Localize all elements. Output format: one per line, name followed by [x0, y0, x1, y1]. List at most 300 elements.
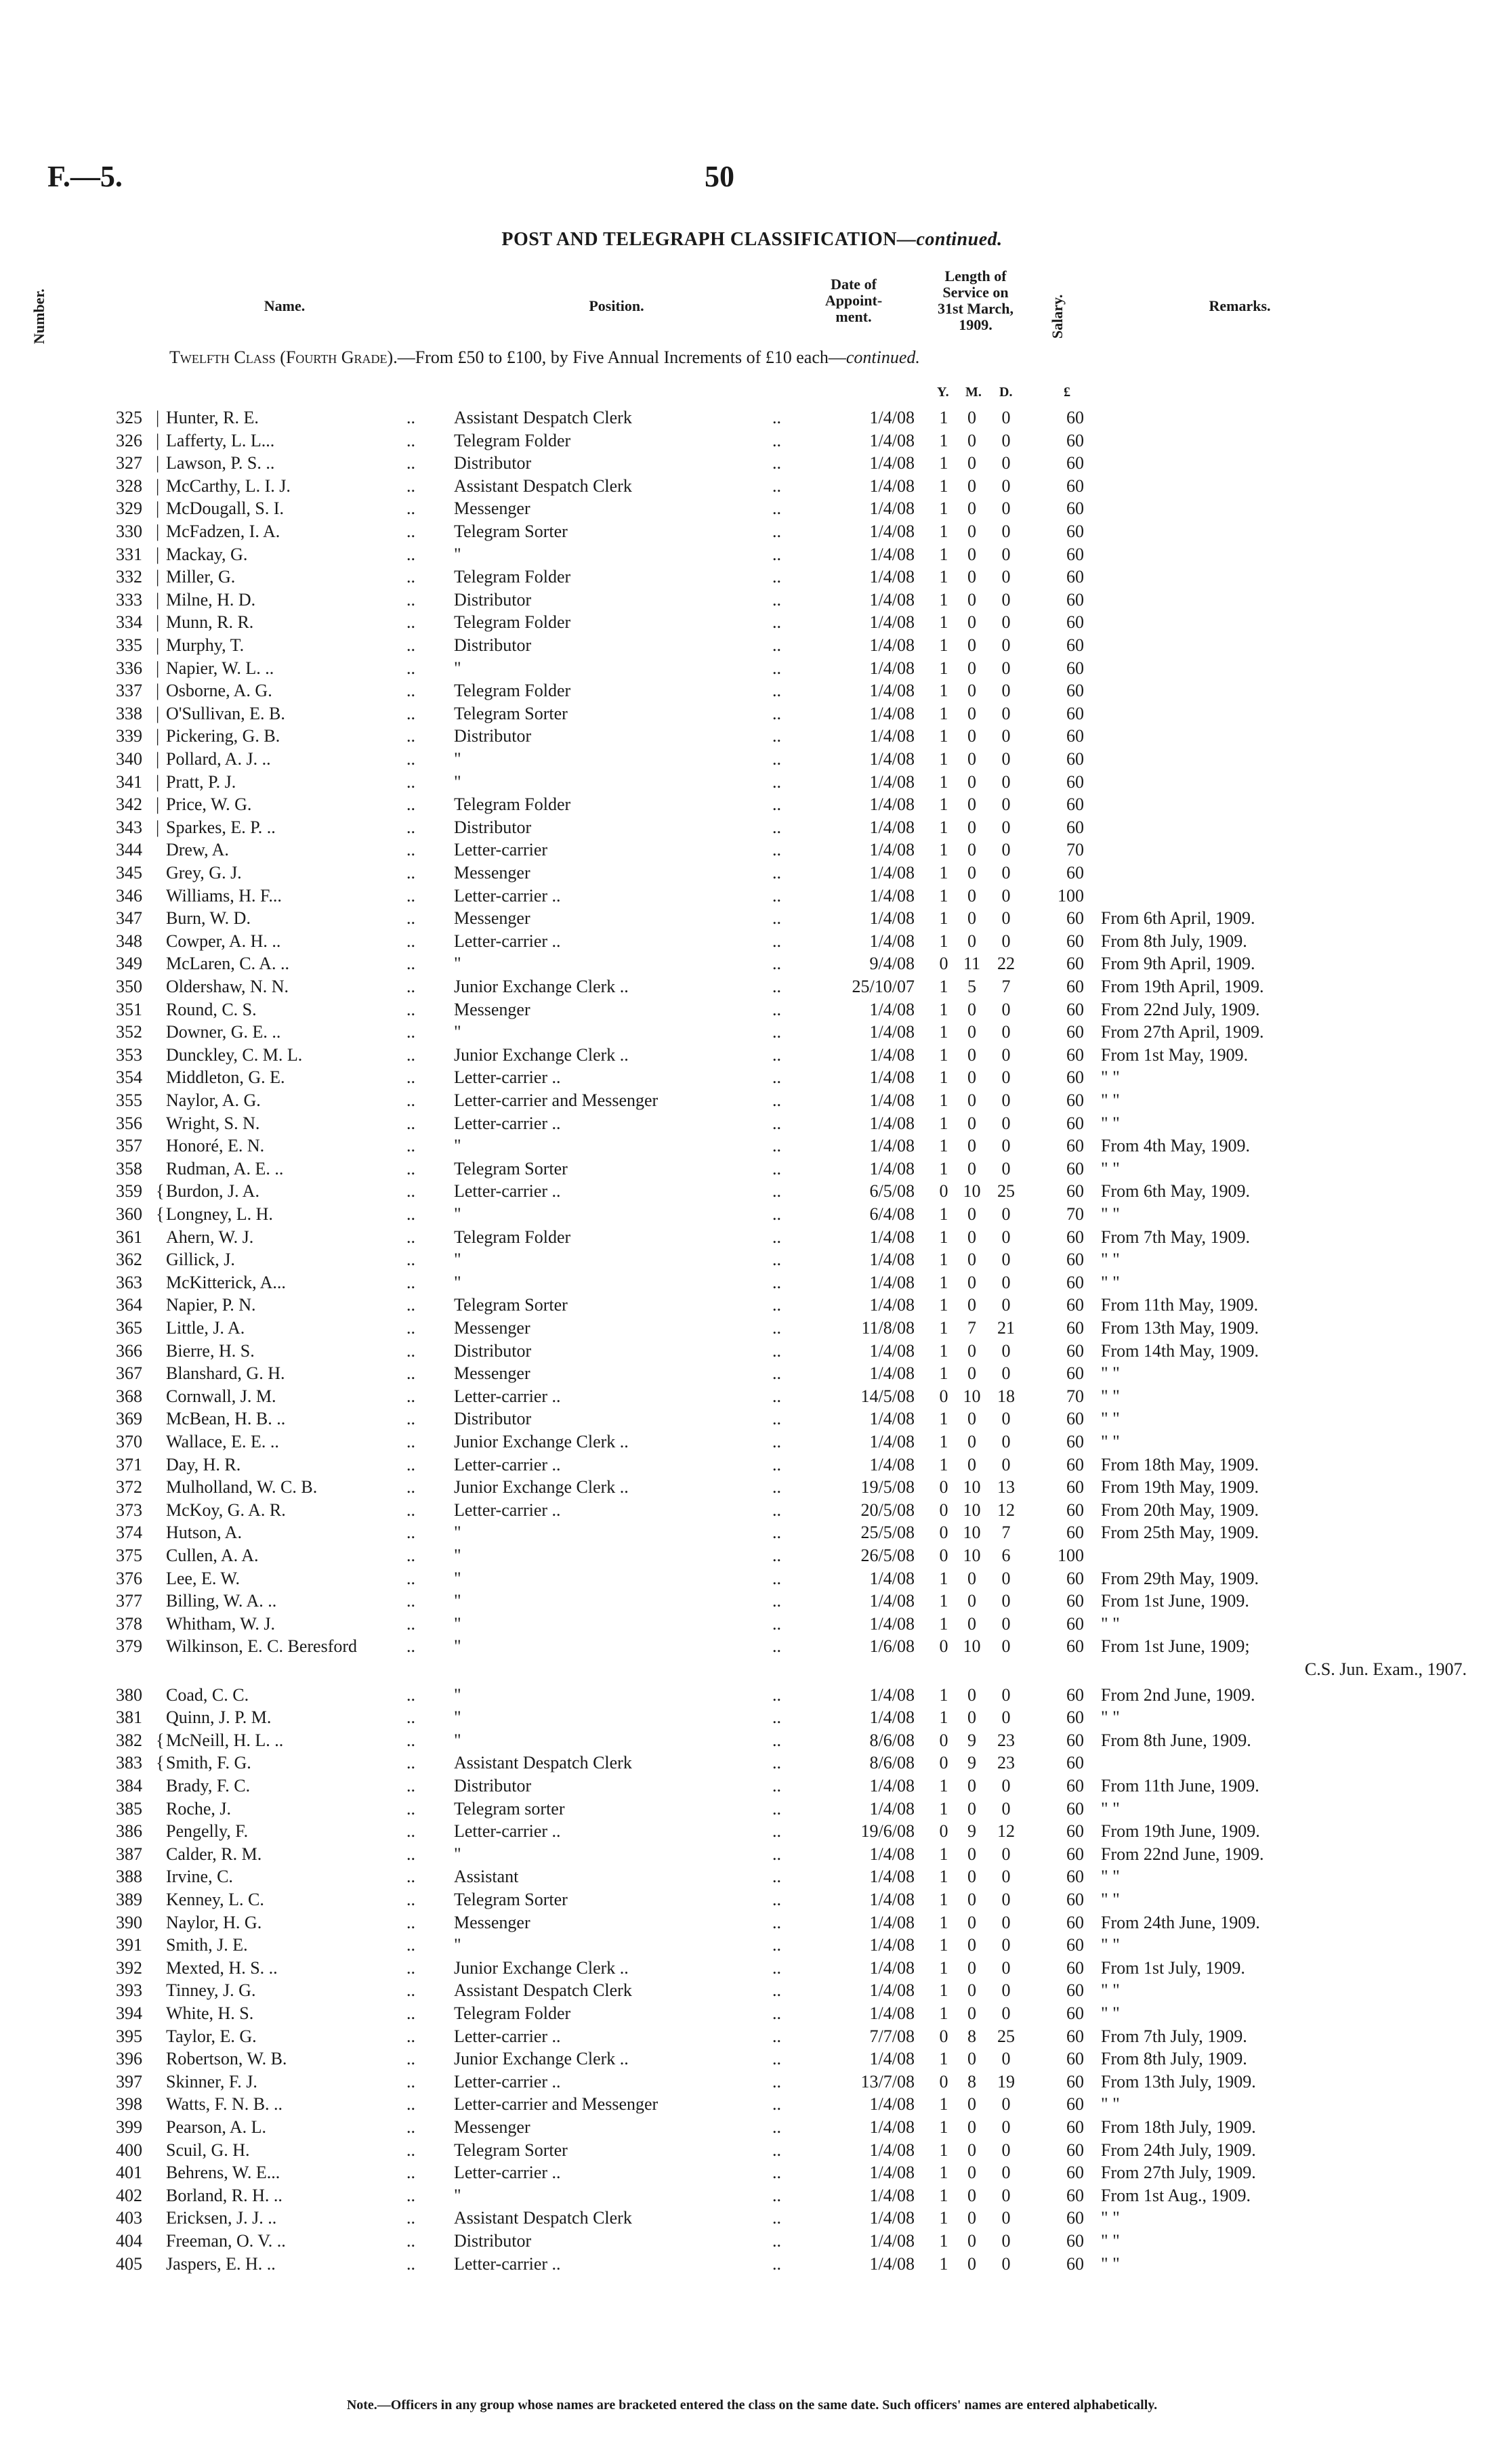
- leader-dots: ..: [406, 475, 415, 496]
- leader-dots: ..: [406, 931, 415, 951]
- table-row: [0, 1112, 1504, 1135]
- col-header-position: Position.: [589, 297, 644, 314]
- service-days: 0: [1001, 840, 1011, 860]
- remarks-cell: " ": [1101, 2094, 1120, 2115]
- officer-name: McKitterick, A...: [166, 1272, 286, 1292]
- service-months: 0: [967, 1867, 976, 1887]
- class-heading: [169, 347, 920, 368]
- service-years: 1: [939, 544, 948, 564]
- service-months: 0: [967, 475, 976, 496]
- service-months: 10: [963, 1181, 981, 1202]
- service-years: 1: [939, 1776, 948, 1796]
- service-days: 18: [997, 1386, 1015, 1406]
- officer-name: Pengelly, F.: [166, 1821, 249, 1842]
- service-days: 0: [1001, 2253, 1011, 2274]
- table-row: [0, 1590, 1504, 1613]
- remarks-cell: From 11th June, 1909.: [1101, 1776, 1259, 1796]
- position-cell: Letter-carrier ..: [454, 1113, 561, 1133]
- salary-cell: 60: [1066, 1912, 1084, 1932]
- service-months: 0: [967, 1340, 976, 1361]
- service-years: 1: [939, 658, 948, 678]
- leader-dots: ..: [772, 2140, 781, 2160]
- service-days: 0: [1001, 1250, 1011, 1270]
- row-number: 395: [116, 2026, 142, 2046]
- salary-cell: 60: [1066, 681, 1084, 701]
- service-years: 1: [939, 1935, 948, 1955]
- leader-dots: ..: [772, 1980, 781, 2001]
- service-years: 1: [939, 1684, 948, 1705]
- appointment-date: 1/4/08: [869, 2117, 915, 2137]
- leader-dots: ..: [772, 1340, 781, 1361]
- leader-dots: ..: [406, 703, 415, 723]
- position-cell: Distributor: [454, 453, 532, 473]
- leader-dots: ..: [772, 1867, 781, 1887]
- service-years: 1: [939, 408, 948, 427]
- officer-name: Borland, R. H. ..: [166, 2185, 283, 2205]
- row-number: 369: [116, 1409, 142, 1429]
- service-months: 0: [967, 1022, 976, 1042]
- service-years: 1: [939, 1454, 948, 1474]
- officer-name: Hutson, A.: [166, 1523, 242, 1543]
- position-cell: Letter-carrier ..: [454, 885, 561, 906]
- leader-dots: ..: [406, 612, 415, 633]
- position-cell: Letter-carrier ..: [454, 2163, 561, 2183]
- service-years: 1: [939, 726, 948, 746]
- appointment-date: 9/4/08: [869, 954, 915, 974]
- service-years: 1: [939, 2003, 948, 2023]
- leader-dots: ..: [772, 931, 781, 951]
- appointment-date: 1/4/08: [869, 1272, 915, 1292]
- leader-dots: ..: [406, 1250, 415, 1270]
- service-days: 0: [1001, 1113, 1011, 1133]
- appointment-date: 1/6/08: [869, 1636, 915, 1657]
- leader-dots: ..: [772, 2253, 781, 2274]
- row-number: 359: [116, 1181, 142, 1202]
- service-months: 0: [967, 1227, 976, 1247]
- position-cell: Messenger: [454, 863, 530, 883]
- service-days: 0: [1001, 1136, 1011, 1156]
- appointment-date: 1/4/08: [869, 1044, 915, 1065]
- service-years: 0: [939, 1181, 948, 1202]
- salary-cell: 60: [1066, 1318, 1084, 1338]
- row-number: 351: [116, 999, 142, 1019]
- appointment-date: 1/4/08: [869, 794, 915, 815]
- row-number: 334: [116, 612, 142, 633]
- officer-name: Little, J. A.: [166, 1318, 245, 1338]
- bracket-mark: {: [156, 1753, 165, 1773]
- leader-dots: ..: [772, 1113, 781, 1133]
- service-months: 10: [963, 1546, 981, 1565]
- service-header-line: Length of: [944, 268, 1007, 284]
- service-days: 0: [1001, 1613, 1011, 1634]
- service-months: 0: [967, 1363, 976, 1384]
- service-years: 1: [939, 2163, 948, 2183]
- remarks-cell: From 13th May, 1909.: [1101, 1318, 1259, 1338]
- remarks-cell: From 8th July, 1909.: [1101, 2049, 1247, 2069]
- row-number: 360: [116, 1204, 142, 1224]
- remarks-cell: From 2nd June, 1909.: [1101, 1684, 1255, 1705]
- table-row: [0, 634, 1504, 657]
- remarks-cell: " ": [1101, 1204, 1120, 1224]
- position-cell: Distributor: [454, 1776, 532, 1796]
- leader-dots: ..: [406, 2140, 415, 2160]
- officer-name: Drew, A.: [166, 840, 229, 860]
- appointment-date: 1/4/08: [869, 1935, 915, 1955]
- footnote: Note.—Officers in any group whose names are bracketed entered the class on the same date. Such officers' names are entered alphabetically.: [346, 2398, 1158, 2413]
- service-months: 0: [967, 1591, 976, 1611]
- position-cell: Junior Exchange Clerk ..: [454, 1477, 629, 1497]
- table-row: [0, 998, 1504, 1021]
- leader-dots: ..: [406, 2117, 415, 2137]
- salary-cell: 60: [1066, 2253, 1084, 2274]
- position-cell: Letter-carrier ..: [454, 931, 561, 951]
- salary-cell: 60: [1066, 817, 1084, 837]
- table-row: [0, 2253, 1504, 2276]
- leader-dots: ..: [406, 1912, 415, 1932]
- appointment-date: 1/4/08: [869, 817, 915, 837]
- service-years: 0: [939, 1636, 948, 1657]
- remarks-cell: From 6th April, 1909.: [1101, 908, 1255, 929]
- row-number: 388: [116, 1867, 142, 1887]
- leader-dots: ..: [772, 908, 781, 929]
- service-header-line: Service on: [942, 284, 1009, 301]
- remarks-cell: " ": [1101, 1867, 1120, 1887]
- row-number: 332: [116, 567, 142, 587]
- salary-cell: 60: [1066, 1158, 1084, 1178]
- service-years: 1: [939, 908, 948, 929]
- leader-dots: ..: [772, 2163, 781, 2183]
- leader-dots: ..: [772, 1090, 781, 1110]
- position-cell: ": [454, 2185, 461, 2205]
- position-cell: Telegram Folder: [454, 794, 571, 815]
- leader-dots: ..: [772, 749, 781, 769]
- service-years: 1: [939, 840, 948, 860]
- appointment-date: 1/4/08: [869, 1158, 915, 1178]
- officer-name: Watts, F. N. B. ..: [166, 2094, 283, 2115]
- leader-dots: ..: [406, 2071, 415, 2091]
- row-number: 384: [116, 1776, 142, 1796]
- table-row: [0, 1476, 1504, 1499]
- service-years: 1: [939, 1136, 948, 1156]
- table-row: [0, 1453, 1504, 1477]
- salary-cell: 60: [1066, 1113, 1084, 1133]
- bracket-mark: {: [156, 1204, 165, 1224]
- salary-cell: 60: [1066, 1272, 1084, 1292]
- bracket-mark: |: [156, 612, 160, 633]
- service-days: 0: [1001, 1158, 1011, 1178]
- appointment-date: 1/4/08: [869, 1295, 915, 1315]
- service-days: 6: [1001, 1546, 1011, 1565]
- remarks-cell: " ": [1101, 1386, 1120, 1406]
- salary-cell: 60: [1066, 635, 1084, 655]
- service-days: 25: [997, 1181, 1015, 1202]
- appointment-date: 1/4/08: [869, 1432, 915, 1451]
- leader-dots: ..: [772, 1821, 781, 1842]
- service-years: 1: [939, 1591, 948, 1611]
- bracket-mark: |: [156, 453, 160, 473]
- leader-dots: ..: [406, 840, 415, 860]
- service-months: 0: [967, 522, 976, 541]
- appointment-date: 1/4/08: [869, 2163, 915, 2183]
- salary-cell: 60: [1066, 2003, 1084, 2023]
- service-months: 0: [967, 749, 976, 769]
- remarks-cell: From 18th May, 1909.: [1101, 1454, 1259, 1474]
- officer-name: Middleton, G. E.: [166, 1067, 285, 1088]
- table-row: [0, 885, 1504, 908]
- table-row: [0, 1729, 1504, 1752]
- service-days: 0: [1001, 2231, 1011, 2251]
- appointment-date: 19/5/08: [860, 1477, 915, 1497]
- salary-cell: 60: [1066, 1067, 1084, 1088]
- salary-cell: 60: [1066, 1867, 1084, 1887]
- service-years: 0: [939, 2071, 948, 2091]
- service-years: 1: [939, 1204, 948, 1224]
- service-days: 0: [1001, 2049, 1011, 2069]
- appointment-date: 1/4/08: [869, 2253, 915, 2274]
- remarks-cell: From 4th May, 1909.: [1101, 1136, 1251, 1156]
- service-header-line: 1909.: [959, 316, 993, 333]
- leader-dots: ..: [406, 1684, 415, 1705]
- position-cell: Telegram Sorter: [454, 1890, 568, 1909]
- table-row: [0, 1134, 1504, 1157]
- position-cell: ": [454, 1022, 461, 1042]
- appointment-date: 1/4/08: [869, 2003, 915, 2023]
- service-months: 8: [967, 2071, 976, 2091]
- row-number: 394: [116, 2003, 142, 2023]
- appointment-date: 1/4/08: [869, 1454, 915, 1474]
- bracket-mark: |: [156, 522, 160, 541]
- service-months: 11: [963, 954, 981, 974]
- table-row: [0, 1362, 1504, 1385]
- position-cell: Telegram Sorter: [454, 1158, 568, 1178]
- service-days: 7: [1001, 977, 1011, 996]
- appointment-date: 1/4/08: [869, 840, 915, 860]
- service-days: 0: [1001, 2117, 1011, 2137]
- service-days: 23: [997, 1753, 1015, 1773]
- leader-dots: ..: [772, 1067, 781, 1088]
- appointment-date: 1/4/08: [869, 2094, 915, 2115]
- row-number: 366: [116, 1340, 142, 1361]
- row-number: 362: [116, 1250, 142, 1270]
- officer-name: Cowper, A. H. ..: [166, 931, 281, 951]
- officer-name: Wilkinson, E. C. Beresford: [166, 1636, 358, 1657]
- row-number: 348: [116, 931, 142, 951]
- date-header-line: Date of: [831, 276, 877, 293]
- leader-dots: ..: [406, 2049, 415, 2069]
- leader-dots: ..: [772, 1776, 781, 1796]
- service-days: 0: [1001, 817, 1011, 837]
- service-months: 0: [967, 430, 976, 450]
- position-cell: Assistant Despatch Clerk: [454, 475, 632, 496]
- service-months: 0: [967, 544, 976, 564]
- table-row: [0, 1775, 1504, 1798]
- leader-dots: ..: [772, 1204, 781, 1224]
- row-number: 403: [116, 2208, 142, 2228]
- appointment-date: 1/4/08: [869, 1568, 915, 1588]
- col-header-service: [921, 268, 1030, 333]
- service-months: 0: [967, 1272, 976, 1292]
- leader-dots: ..: [772, 1684, 781, 1705]
- table-row: [0, 702, 1504, 725]
- row-number: 341: [116, 771, 142, 792]
- table-row: [0, 2139, 1504, 2162]
- officer-name: McNeill, H. L. ..: [166, 1730, 284, 1750]
- officer-name: Ahern, W. J.: [166, 1227, 254, 1247]
- row-number: 336: [116, 658, 142, 678]
- table-row: [0, 1340, 1504, 1363]
- service-months: 0: [967, 1890, 976, 1909]
- leader-dots: ..: [772, 1500, 781, 1520]
- leader-dots: ..: [406, 1272, 415, 1292]
- officer-name: Brady, F. C.: [166, 1776, 251, 1796]
- service-years: 1: [939, 1912, 948, 1932]
- appointment-date: 1/4/08: [869, 931, 915, 951]
- officer-name: Smith, F. G.: [166, 1753, 251, 1773]
- service-days: 0: [1001, 408, 1011, 427]
- remarks-cell: " ": [1101, 1798, 1120, 1819]
- leader-dots: ..: [406, 1500, 415, 1520]
- position-cell: Distributor: [454, 726, 532, 746]
- service-months: 0: [967, 1957, 976, 1978]
- service-months: 0: [967, 1136, 976, 1156]
- leader-dots: ..: [406, 1432, 415, 1451]
- service-days: 0: [1001, 1798, 1011, 1819]
- officer-name: Naylor, H. G.: [166, 1912, 262, 1932]
- leader-dots: ..: [772, 1844, 781, 1864]
- col-header-name: Name.: [264, 297, 306, 314]
- service-days: 0: [1001, 1295, 1011, 1315]
- service-days: 0: [1001, 1022, 1011, 1042]
- leader-dots: ..: [772, 2208, 781, 2228]
- salary-cell: 60: [1066, 1957, 1084, 1978]
- appointment-date: 1/4/08: [869, 1912, 915, 1932]
- leader-dots: ..: [406, 863, 415, 883]
- leader-dots: ..: [406, 1158, 415, 1178]
- remarks-cell: " ": [1101, 1090, 1120, 1110]
- position-cell: Messenger: [454, 1363, 530, 1384]
- service-months: 0: [967, 2140, 976, 2160]
- table-row: [0, 429, 1504, 452]
- officer-name: Jaspers, E. H. ..: [166, 2253, 276, 2274]
- service-months: 0: [967, 2117, 976, 2137]
- remarks-cell: " ": [1101, 1409, 1120, 1429]
- title-text: POST AND TELEGRAPH CLASSIFICATION: [501, 229, 897, 250]
- bracket-mark: |: [156, 681, 160, 701]
- service-years: 0: [939, 1730, 948, 1750]
- table-row: [0, 2184, 1504, 2207]
- position-cell: Letter-carrier ..: [454, 1454, 561, 1474]
- service-days: 0: [1001, 498, 1011, 519]
- leader-dots: ..: [406, 522, 415, 541]
- officer-name: Rudman, A. E. ..: [166, 1158, 284, 1178]
- table-row: [0, 2070, 1504, 2094]
- service-days: 0: [1001, 1227, 1011, 1247]
- row-number: 389: [116, 1890, 142, 1909]
- leader-dots: ..: [406, 1591, 415, 1611]
- service-months: 0: [967, 1844, 976, 1864]
- leader-dots: ..: [406, 2185, 415, 2205]
- service-days: 0: [1001, 1363, 1011, 1384]
- appointment-date: 1/4/08: [869, 589, 915, 610]
- remarks-cell: From 19th May, 1909.: [1101, 1477, 1259, 1497]
- unit-days: D.: [999, 385, 1013, 400]
- appointment-date: 1/4/08: [869, 612, 915, 633]
- row-number: 327: [116, 453, 142, 473]
- table-row: [0, 1544, 1504, 1567]
- salary-cell: 60: [1066, 408, 1084, 427]
- row-number: 328: [116, 475, 142, 496]
- table-row: [0, 1567, 1504, 1590]
- officer-name: Day, H. R.: [166, 1454, 241, 1474]
- service-years: 1: [939, 1158, 948, 1178]
- appointment-date: 1/4/08: [869, 1340, 915, 1361]
- appointment-date: 25/5/08: [860, 1523, 915, 1543]
- service-days: 22: [997, 954, 1015, 974]
- leader-dots: ..: [772, 1636, 781, 1657]
- position-cell: Assistant: [454, 1867, 519, 1887]
- remarks-cell: From 8th June, 1909.: [1101, 1730, 1251, 1750]
- table-row: [0, 1407, 1504, 1430]
- service-days: 0: [1001, 1090, 1011, 1110]
- appointment-date: 1/4/08: [869, 749, 915, 769]
- position-cell: Telegram Folder: [454, 567, 571, 587]
- bracket-mark: {: [156, 1181, 165, 1202]
- leader-dots: ..: [406, 453, 415, 473]
- salary-cell: 60: [1066, 1707, 1084, 1728]
- appointment-date: 1/4/08: [869, 1776, 915, 1796]
- bracket-mark: |: [156, 475, 160, 496]
- leader-dots: ..: [406, 749, 415, 769]
- leader-dots: ..: [772, 408, 781, 427]
- salary-cell: 60: [1066, 589, 1084, 610]
- remarks-cell-continued: C.S. Jun. Exam., 1907.: [1304, 1659, 1467, 1679]
- appointment-date: 1/4/08: [869, 498, 915, 519]
- service-years: 1: [939, 2253, 948, 2274]
- row-number: 367: [116, 1363, 142, 1384]
- position-cell: ": [454, 1272, 461, 1292]
- salary-cell: 60: [1066, 1730, 1084, 1750]
- position-cell: ": [454, 1935, 461, 1955]
- officer-name: Naylor, A. G.: [166, 1090, 261, 1110]
- position-cell: Letter-carrier and Messenger: [454, 2094, 659, 2115]
- table-row: [0, 1203, 1504, 1226]
- salary-cell: 60: [1066, 1821, 1084, 1842]
- appointment-date: 1/4/08: [869, 1409, 915, 1429]
- remarks-cell: " ": [1101, 1113, 1120, 1133]
- service-months: 0: [967, 1454, 976, 1474]
- service-years: 1: [939, 1798, 948, 1819]
- service-months: 0: [967, 840, 976, 860]
- row-number: 350: [116, 977, 142, 996]
- salary-cell: 60: [1066, 430, 1084, 450]
- bracket-mark: |: [156, 658, 160, 678]
- service-days: 0: [1001, 1067, 1011, 1088]
- salary-cell: 60: [1066, 1409, 1084, 1429]
- bracket-mark: |: [156, 544, 160, 564]
- officer-name: Pearson, A. L.: [166, 2117, 267, 2137]
- service-days: 0: [1001, 1636, 1011, 1657]
- appointment-date: 26/5/08: [860, 1546, 915, 1565]
- officer-name: Mulholland, W. C. B.: [166, 1477, 318, 1497]
- row-number: 390: [116, 1912, 142, 1932]
- table-row: [0, 1044, 1504, 1067]
- remarks-cell: From 1st Aug., 1909.: [1101, 2185, 1251, 2205]
- appointment-date: 1/4/08: [869, 453, 915, 473]
- officer-name: Lee, E. W.: [166, 1568, 241, 1588]
- row-number: 338: [116, 703, 142, 723]
- position-cell: Telegram Folder: [454, 430, 571, 450]
- position-cell: Distributor: [454, 817, 532, 837]
